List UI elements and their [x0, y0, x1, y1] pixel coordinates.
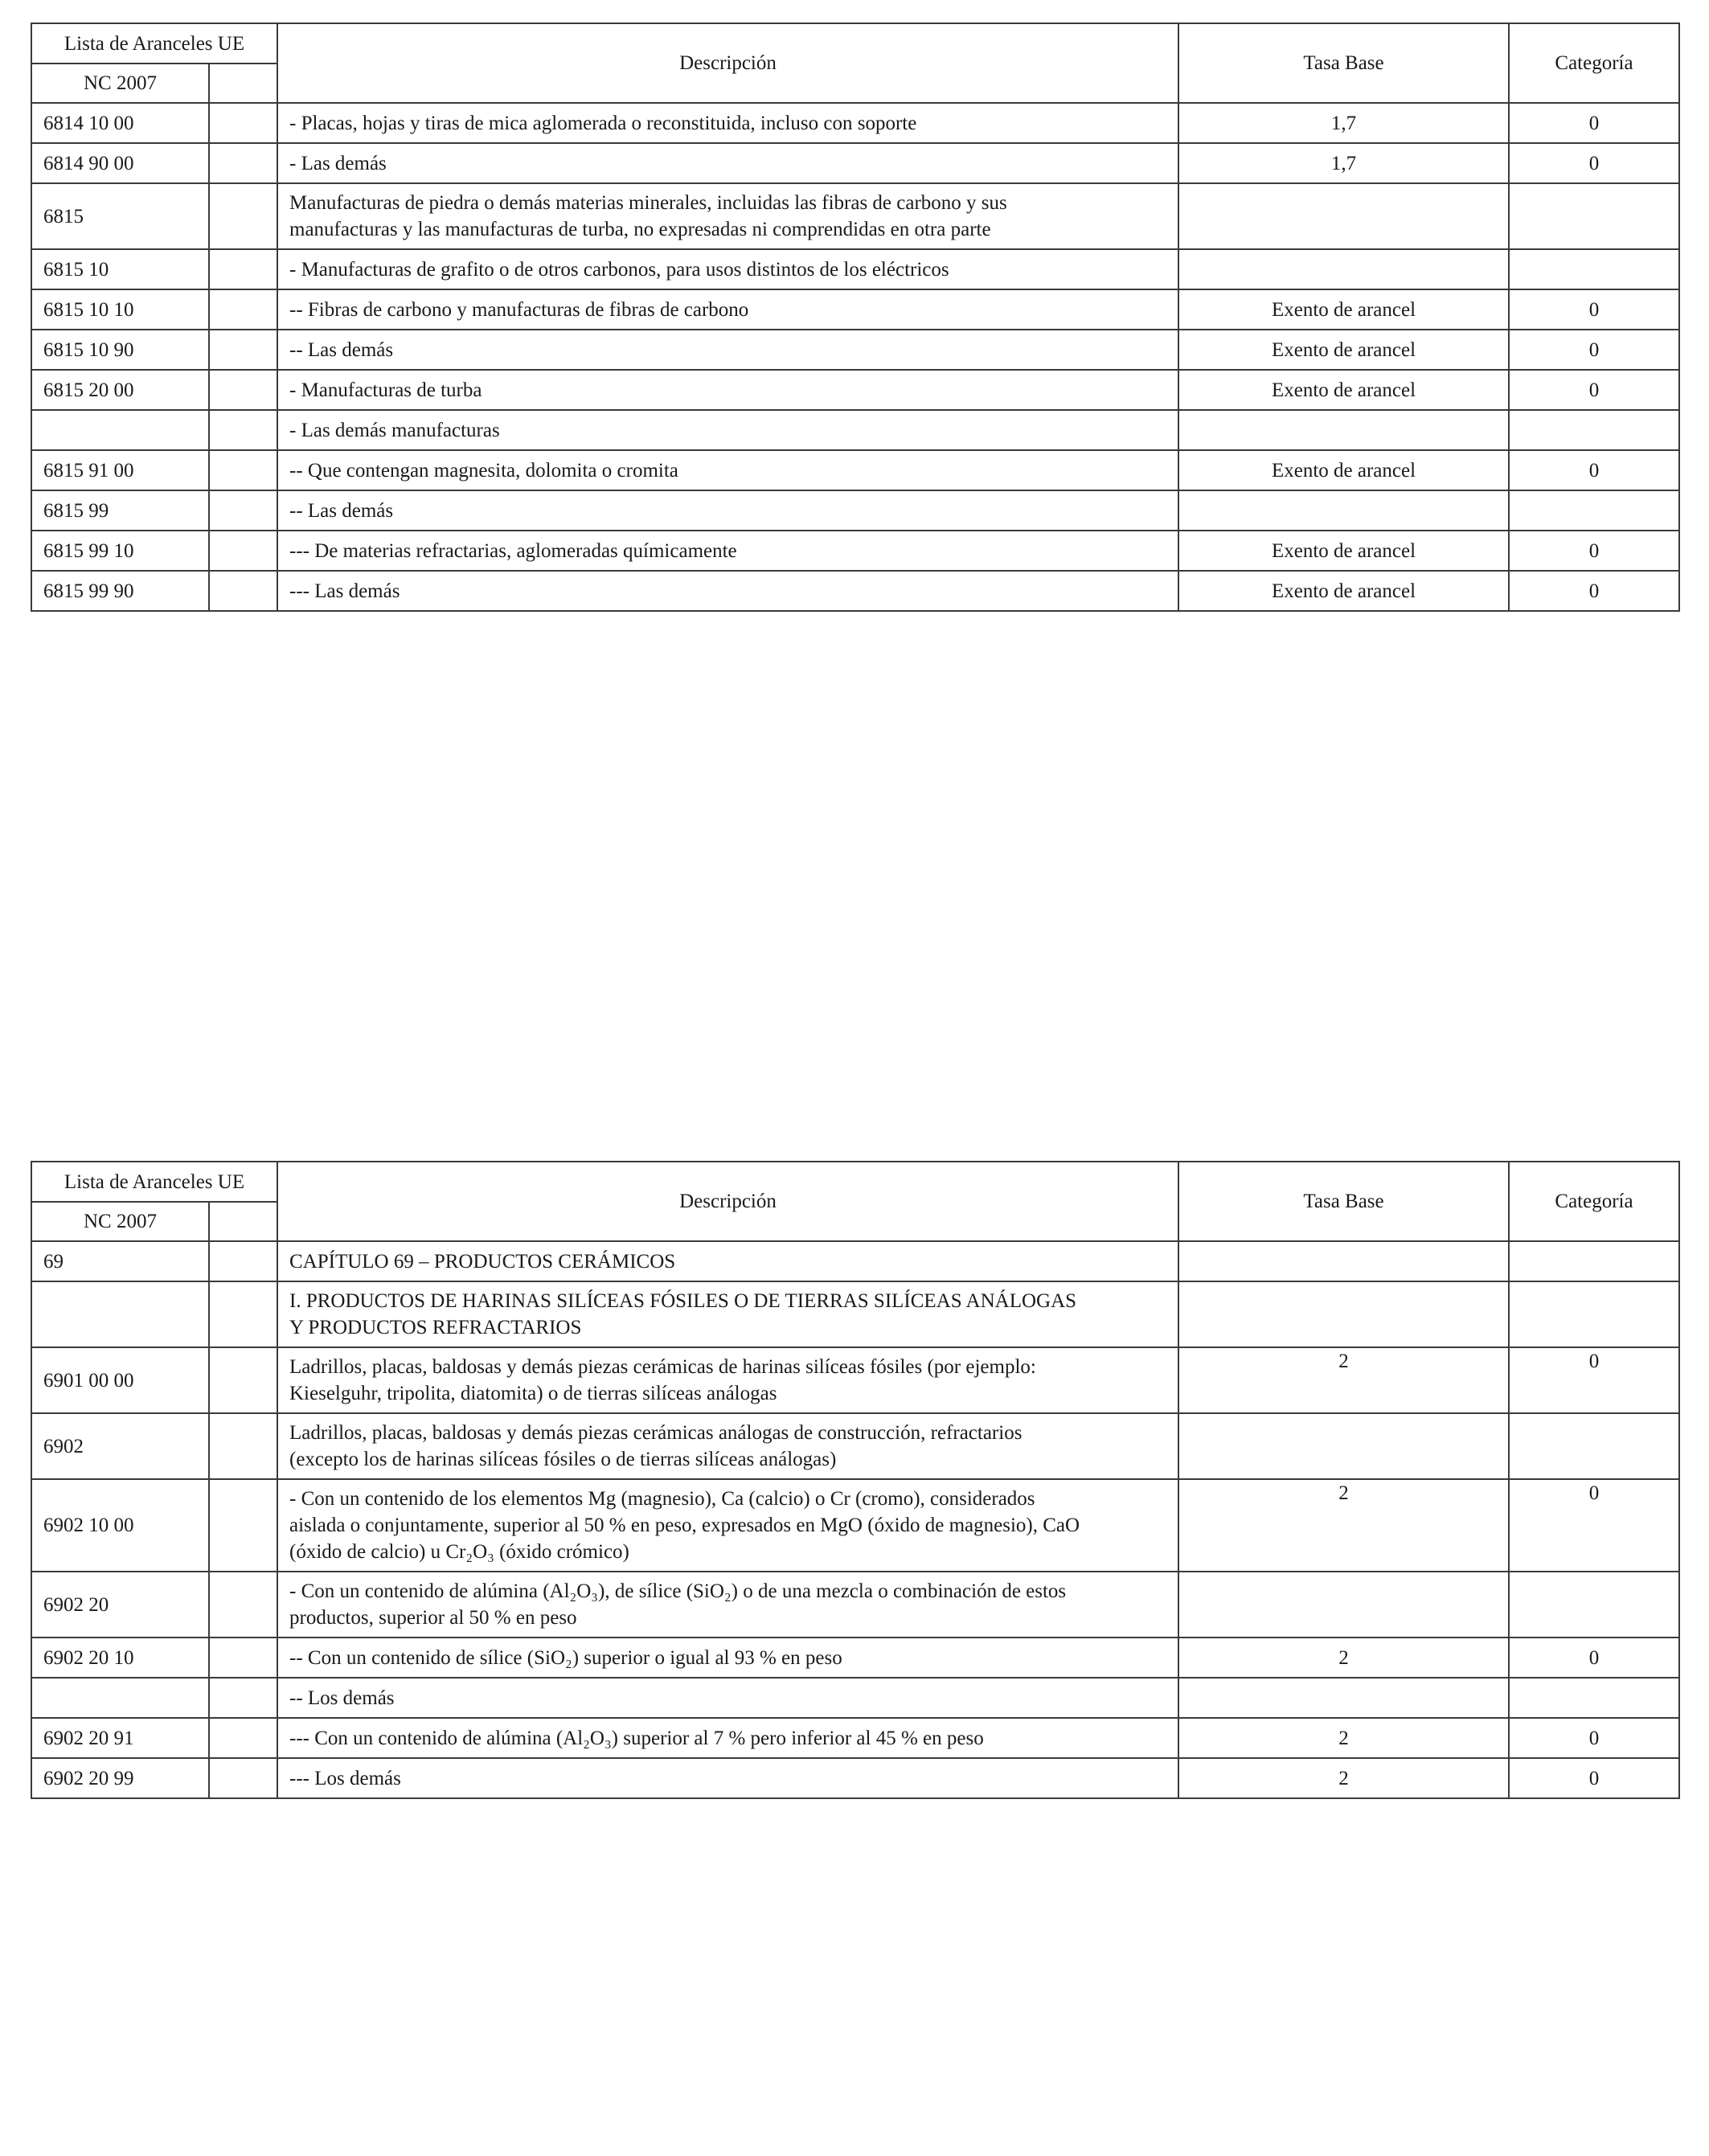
description-cell [277, 143, 1178, 183]
table-row [31, 103, 1679, 143]
category-cell: 0 [1509, 1637, 1679, 1678]
category-cell: 0 [1509, 330, 1679, 370]
description-line: CAPÍTULO 69 – PRODUCTOS CERÁMICOS [289, 1250, 676, 1273]
description-line: - Con un contenido de los elementos Mg (magnesio), Ca (calcio) o Cr (cromo), considerados [289, 1488, 1035, 1510]
category-cell: 0 [1509, 1347, 1679, 1413]
category-cell [1509, 410, 1679, 450]
header-base-rate: Tasa Base [1178, 1162, 1509, 1241]
base-rate-cell [1178, 1678, 1509, 1718]
category-cell [1509, 249, 1679, 289]
blank-cell [209, 1718, 277, 1758]
table-row [31, 289, 1679, 330]
header-base-rate: Tasa Base [1178, 23, 1509, 103]
description-line: -- Fibras de carbono y manufacturas de fibras de carbono [289, 298, 749, 321]
description-line: I. PRODUCTOS DE HARINAS SILÍCEAS FÓSILES O DE TIERRAS SILÍCEAS ANÁLOGAS [289, 1290, 1077, 1312]
code-cell: 6902 20 10 [31, 1637, 209, 1678]
blank-cell [209, 1347, 277, 1413]
table-row [31, 450, 1679, 490]
description-line: Manufacturas de piedra o demás materias minerales, incluidas las fibras de carbono y sus [289, 192, 1007, 214]
category-cell: 0 [1509, 103, 1679, 143]
category-cell [1509, 1241, 1679, 1281]
blank-cell [209, 249, 277, 289]
description-line: -- Con un contenido de sílice (SiO₂) superior o igual al 93 % en peso [289, 1646, 842, 1669]
base-rate-cell: Exento de arancel [1178, 370, 1509, 410]
table-row [31, 531, 1679, 571]
table-row [31, 410, 1679, 450]
description-line: -- Las demás [289, 338, 394, 361]
description-cell [277, 450, 1178, 490]
blank-cell [209, 571, 277, 611]
table-row [31, 571, 1679, 611]
base-rate-cell: Exento de arancel [1178, 289, 1509, 330]
description-line: --- Con un contenido de alúmina (Al₂O₃) superior al 7 % pero inferior al 45 % en peso [289, 1727, 984, 1749]
description-line: Kieselguhr, tripolita, diatomita) o de tierras silíceas análogas [289, 1383, 777, 1404]
table-header [31, 1162, 1679, 1241]
code-cell: 6902 [31, 1413, 209, 1479]
base-rate-cell: 1,7 [1178, 103, 1509, 143]
base-rate-cell [1178, 1241, 1509, 1281]
category-cell [1509, 1281, 1679, 1347]
description-line: - Con un contenido de alúmina (Al₂O₃), de sílice (SiO₂) o de una mezcla o combinación de estos [289, 1580, 1067, 1602]
code-cell: 6814 10 00 [31, 103, 209, 143]
category-cell [1509, 1678, 1679, 1718]
description-cell [277, 289, 1178, 330]
blank-cell [209, 1479, 277, 1572]
description-line: Y PRODUCTOS REFRACTARIOS [289, 1317, 582, 1338]
description-line: (excepto los de harinas silíceas fósiles o de tierras silíceas análogas) [289, 1449, 837, 1470]
description-cell [277, 103, 1178, 143]
header-nc-label: NC 2007 [31, 64, 209, 103]
code-cell: 6814 90 00 [31, 143, 209, 183]
description-line: - Las demás manufacturas [289, 419, 500, 441]
description-cell [277, 1572, 1178, 1637]
code-cell: 6902 20 99 [31, 1758, 209, 1798]
code-cell: 6901 00 00 [31, 1347, 209, 1413]
description-cell [277, 410, 1178, 450]
table-body [31, 1241, 1679, 1798]
code-cell: 6815 99 [31, 490, 209, 531]
table-row [31, 1678, 1679, 1718]
blank-cell [209, 370, 277, 410]
description-line: -- Que contengan magnesita, dolomita o cromita [289, 459, 678, 482]
base-rate-cell [1178, 249, 1509, 289]
code-cell: 6902 20 91 [31, 1718, 209, 1758]
tariff-table-1 [31, 23, 1680, 612]
code-cell: 6902 10 00 [31, 1479, 209, 1572]
category-cell: 0 [1509, 531, 1679, 571]
code-cell: 6815 20 00 [31, 370, 209, 410]
category-cell: 0 [1509, 289, 1679, 330]
code-cell: 6815 10 10 [31, 289, 209, 330]
description-cell [277, 531, 1178, 571]
table-body [31, 103, 1679, 611]
code-cell [31, 1678, 209, 1718]
base-rate-cell: 2 [1178, 1718, 1509, 1758]
description-line: productos, superior al 50 % en peso [289, 1607, 577, 1629]
blank-cell [209, 1678, 277, 1718]
table-row [31, 370, 1679, 410]
base-rate-cell: 2 [1178, 1758, 1509, 1798]
blank-cell [209, 1241, 277, 1281]
base-rate-cell: Exento de arancel [1178, 571, 1509, 611]
description-cell [277, 1347, 1178, 1413]
header-category: Categoría [1509, 1162, 1679, 1241]
code-cell: 6815 99 10 [31, 531, 209, 571]
table-row [31, 1572, 1679, 1637]
blank-cell [209, 531, 277, 571]
code-cell: 6815 10 90 [31, 330, 209, 370]
header-category: Categoría [1509, 23, 1679, 103]
description-cell [277, 370, 1178, 410]
category-cell: 0 [1509, 1479, 1679, 1572]
code-cell [31, 410, 209, 450]
code-cell: 6815 10 [31, 249, 209, 289]
description-line: - Manufacturas de grafito o de otros carbonos, para usos distintos de los eléctricos [289, 258, 949, 281]
category-cell [1509, 1413, 1679, 1479]
table-row [31, 490, 1679, 531]
description-line: manufacturas y las manufacturas de turba, no expresadas ni comprendidas en otra parte [289, 219, 991, 240]
description-cell [277, 1718, 1178, 1758]
code-cell [31, 1281, 209, 1347]
base-rate-cell [1178, 1281, 1509, 1347]
category-cell: 0 [1509, 571, 1679, 611]
base-rate-cell [1178, 1572, 1509, 1637]
description-line: (óxido de calcio) u Cr₂O₃ (óxido crómico) [289, 1541, 629, 1563]
code-cell: 6815 [31, 183, 209, 249]
base-rate-cell: 1,7 [1178, 143, 1509, 183]
code-cell: 6815 99 90 [31, 571, 209, 611]
blank-cell [209, 1758, 277, 1798]
blank-cell [209, 1281, 277, 1347]
description-cell [277, 1281, 1178, 1347]
tariff-table-2 [31, 1161, 1680, 1799]
code-cell: 6815 91 00 [31, 450, 209, 490]
category-cell: 0 [1509, 143, 1679, 183]
table-row [31, 1413, 1679, 1479]
description-line: Ladrillos, placas, baldosas y demás piezas cerámicas análogas de construcción, refractarios [289, 1422, 1023, 1444]
table-row [31, 183, 1679, 249]
blank-cell [209, 143, 277, 183]
description-cell [277, 571, 1178, 611]
description-cell [277, 1637, 1178, 1678]
header-list-label: Lista de Aranceles UE [31, 1162, 277, 1202]
description-line: --- De materias refractarias, aglomeradas químicamente [289, 539, 737, 562]
description-cell [277, 183, 1178, 249]
header-description: Descripción [277, 1162, 1178, 1241]
category-cell: 0 [1509, 450, 1679, 490]
table-row [31, 1718, 1679, 1758]
description-line: - Las demás [289, 152, 387, 174]
category-cell [1509, 183, 1679, 249]
description-line: --- Las demás [289, 580, 400, 602]
base-rate-cell [1178, 490, 1509, 531]
base-rate-cell [1178, 1413, 1509, 1479]
description-line: - Manufacturas de turba [289, 379, 482, 401]
blank-cell [209, 330, 277, 370]
description-line: Ladrillos, placas, baldosas y demás piezas cerámicas de harinas silíceas fósiles (por ejemplo: [289, 1356, 1036, 1378]
table-row [31, 1758, 1679, 1798]
description-cell [277, 1413, 1178, 1479]
table-header [31, 23, 1679, 103]
category-cell: 0 [1509, 1718, 1679, 1758]
description-cell [277, 330, 1178, 370]
table-row [31, 1281, 1679, 1347]
header-description: Descripción [277, 23, 1178, 103]
table-row [31, 1347, 1679, 1413]
blank-cell [209, 1637, 277, 1678]
description-cell [277, 249, 1178, 289]
table-row [31, 249, 1679, 289]
base-rate-cell: 2 [1178, 1347, 1509, 1413]
base-rate-cell: Exento de arancel [1178, 450, 1509, 490]
header-blank-cell [209, 64, 277, 103]
description-cell [277, 1678, 1178, 1718]
table-row [31, 1241, 1679, 1281]
description-line: - Placas, hojas y tiras de mica aglomerada o reconstituida, incluso con soporte [289, 112, 917, 134]
header-list-label: Lista de Aranceles UE [31, 23, 277, 64]
category-cell [1509, 490, 1679, 531]
header-nc-label: NC 2007 [31, 1202, 209, 1241]
table-row [31, 1479, 1679, 1572]
blank-cell [209, 450, 277, 490]
base-rate-cell: Exento de arancel [1178, 531, 1509, 571]
description-line: -- Las demás [289, 499, 394, 522]
category-cell: 0 [1509, 1758, 1679, 1798]
blank-cell [209, 490, 277, 531]
table-row [31, 143, 1679, 183]
category-cell: 0 [1509, 370, 1679, 410]
table-row [31, 1637, 1679, 1678]
header-blank-cell [209, 1202, 277, 1241]
base-rate-cell: Exento de arancel [1178, 330, 1509, 370]
description-cell [277, 1758, 1178, 1798]
blank-cell [209, 289, 277, 330]
description-line: --- Los demás [289, 1767, 401, 1789]
blank-cell [209, 1572, 277, 1637]
base-rate-cell [1178, 183, 1509, 249]
base-rate-cell [1178, 410, 1509, 450]
code-cell: 69 [31, 1241, 209, 1281]
description-line: aislada o conjuntamente, superior al 50 % en peso, expresados en MgO (óxido de magnesio), CaO [289, 1515, 1080, 1536]
description-cell [277, 1241, 1178, 1281]
category-cell [1509, 1572, 1679, 1637]
base-rate-cell: 2 [1178, 1479, 1509, 1572]
blank-cell [209, 103, 277, 143]
code-cell: 6902 20 [31, 1572, 209, 1637]
description-cell [277, 1479, 1178, 1572]
blank-cell [209, 183, 277, 249]
blank-cell [209, 1413, 277, 1479]
description-line: -- Los demás [289, 1687, 395, 1709]
description-cell [277, 490, 1178, 531]
base-rate-cell: 2 [1178, 1637, 1509, 1678]
table-row [31, 330, 1679, 370]
blank-cell [209, 410, 277, 450]
